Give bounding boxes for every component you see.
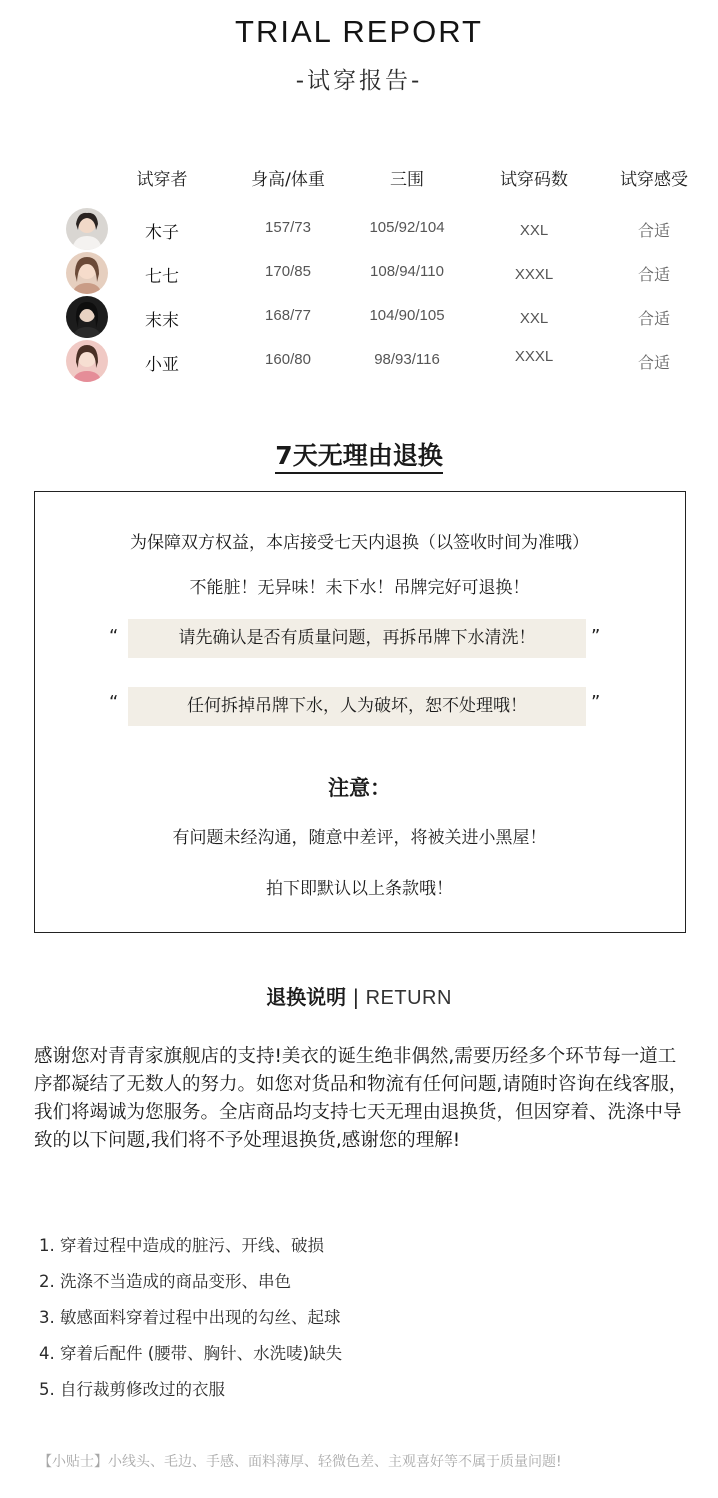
return-policy-title-text: 7天无理由退换 [275,441,442,474]
return-policy-box [34,491,686,933]
measurements-value: 108/94/110 [370,263,444,280]
avatar [66,340,108,382]
measurements-value: 105/92/104 [369,219,445,236]
list-item: 3. 敏感面料穿着过程中出现的勾丝、起球 [39,1308,341,1327]
column-header-measurements: 三围 [390,170,424,190]
list-item: 4. 穿着后配件 (腰带、胸针、水洗唛)缺失 [39,1344,343,1363]
tester-name: 木子 [145,223,179,243]
height-weight-value: 157/73 [265,219,311,236]
height-weight-value: 160/80 [265,351,311,368]
measurements-value: 104/90/105 [369,307,445,324]
return-title-zh: 退换说明 [266,985,347,1009]
return-policy-title [0,436,718,472]
size-value: XXXL [514,266,554,283]
quote-open-mark: “ [109,692,119,713]
table-row [0,252,718,296]
feel-value: 合适 [637,353,671,372]
avatar [66,252,108,294]
quote-close-mark: ” [591,626,601,647]
trial-report-subtitle: -试穿报告- [295,68,423,94]
non-returnable-list [39,1232,679,1412]
return-section-title [0,981,718,1010]
tester-name: 小亚 [145,355,179,375]
column-header-tester: 试穿者 [136,170,188,190]
list-item: 5. 自行裁剪修改过的衣服 [39,1380,225,1399]
notice-line: 有问题未经沟通，随意中差评，将被关进小黑屋！ [172,828,547,848]
trial-report-title: TRIAL REPORT [235,14,483,49]
size-value: XXL [519,310,549,327]
highlighted-quote: 请先确认是否有质量问题，再拆吊牌下水清洗！ [128,619,586,658]
column-header-feel: 试穿感受 [620,170,688,190]
quote-close-mark: ” [591,692,601,713]
column-header-height-weight: 身高/体重 [251,170,325,190]
table-row [0,296,718,340]
highlighted-quote: 任何拆掉吊牌下水，人为破坏，恕不处理哦！ [128,687,586,726]
avatar [66,208,108,250]
size-value: XXL [519,222,549,239]
notice-line: 拍下即默认以上条款哦！ [266,879,453,899]
height-weight-value: 170/85 [265,263,311,280]
height-weight-value: 168/77 [265,307,311,324]
return-title-en: RETURN [365,987,452,1009]
size-value: XXXL [514,348,554,365]
measurements-value: 98/93/116 [374,351,440,368]
trial-table-header [0,165,718,191]
tester-name: 末末 [145,311,179,331]
tester-name: 七七 [145,267,179,287]
list-item: 2. 洗涤不当造成的商品变形、串色 [39,1272,291,1291]
avatar [66,296,108,338]
feel-value: 合适 [637,309,671,328]
quote-open-mark: “ [109,626,119,647]
column-header-size: 试穿码数 [500,170,568,190]
policy-line: 不能脏！无异味！未下水！吊牌完好可退换！ [189,578,530,598]
title-divider: | [352,985,360,1009]
return-description: 感谢您对青青家旗舰店的支持!美衣的诞生绝非偶然,需要历经多个环节每一道工序都凝结了无数人的努力。如您对货品和物流有任何问题,请随时咨询在线客服，我们将竭诚为您服务。全店商品均支持七天无理由退换货，但因穿着、洗涤中导致的以下问题,我们将不予处理退换货,感谢您的理解! [34,1046,688,1151]
feel-value: 合适 [637,265,671,284]
policy-line: 为保障双方权益，本店接受七天内退换（以签收时间为准哦） [130,533,589,553]
feel-value: 合适 [637,221,671,240]
notice-title: 注意： [328,776,391,800]
table-row [0,340,718,384]
table-row [0,208,718,252]
tip-note: 【小贴士】小线头、毛边、手感、面料薄厚、轻微色差、主观喜好等不属于质量问题! [38,1454,562,1470]
list-item: 1. 穿着过程中造成的脏污、开线、破损 [39,1236,324,1255]
